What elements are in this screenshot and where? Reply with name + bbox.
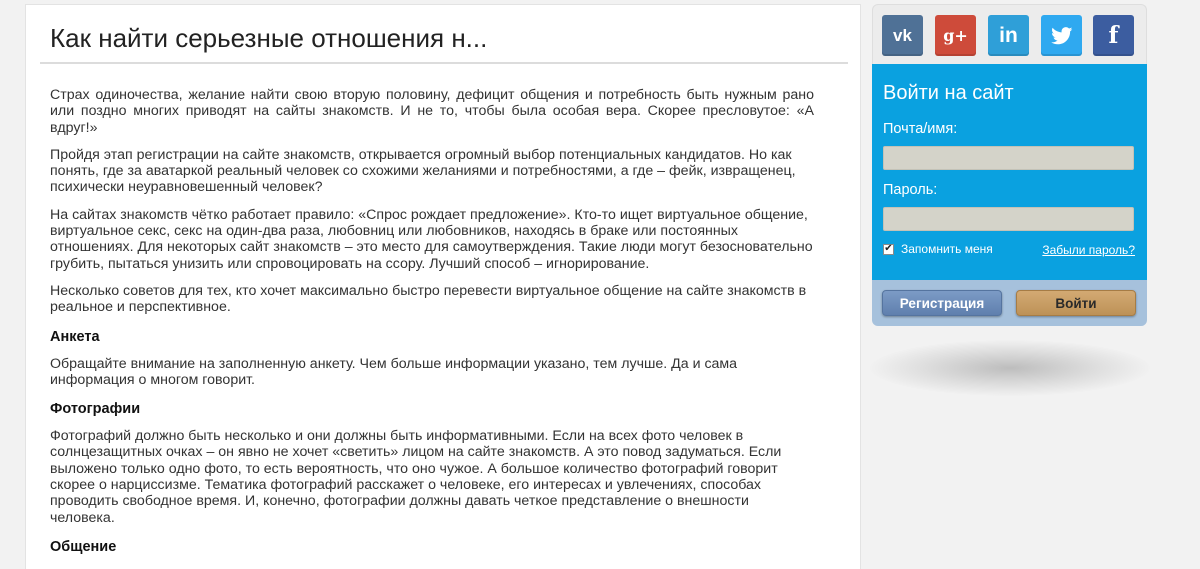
password-field[interactable] <box>883 207 1134 231</box>
section-heading-photos: Фотографии <box>50 401 141 418</box>
password-label: Пароль: <box>883 182 938 198</box>
linkedin-button[interactable] <box>988 15 1029 56</box>
title-divider <box>40 62 848 64</box>
forgot-password-link[interactable]: Забыли пароль? <box>1042 243 1135 257</box>
login-title: Войти на сайт <box>883 82 1014 104</box>
article-paragraph-2: Пройдя этап регистрации на сайте знакомств, открывается огромный выбор потенциальных кандидатов. Но как понять, где за аватаркой реальный человек со схожими желаниями и потребностями, а где – фейк, извращенец, психически неуравновешенный человек? <box>50 146 796 196</box>
linkedin-icon: in <box>999 23 1018 47</box>
sidebar <box>872 4 1147 326</box>
section-text-photos: Фотографий должно быть несколько и они должны быть информативными. Если на всех фото человек в солнцезащитных очках – он явно не хочет «светить» лицом на сайте знакомств. А это повод задуматься. Если выложено только одно фото, то есть вероятность, что оно чужое. А большое количество фотографий говорит скорее о нарциссизме. Тематика фотографий расскажет о человеке, его интересах и увлечениях, способах проводить свободное время. И, конечно, фотографии должны давать четкое представление о внешности человека. <box>50 428 782 526</box>
google-plus-icon: g+ <box>943 26 968 45</box>
social-share-bar <box>872 4 1147 64</box>
google-plus-button[interactable] <box>935 15 976 56</box>
remember-label: Запомнить меня <box>901 242 993 256</box>
login-buttons-bar <box>872 280 1147 326</box>
article-panel <box>25 4 861 569</box>
page-title: Как найти серьезные отношения н... <box>50 23 488 53</box>
article-paragraph-4: Несколько советов для тех, кто хочет максимально быстро перевести виртуальное общение на сайте знакомств в реальное и перспективное. <box>50 282 807 316</box>
twitter-button[interactable] <box>1041 15 1082 56</box>
facebook-icon: f <box>1108 22 1119 49</box>
article-body <box>50 87 814 569</box>
login-button[interactable]: Войти <box>1016 290 1136 316</box>
remember-checkbox[interactable]: ✔ <box>884 243 893 254</box>
email-field[interactable] <box>883 146 1134 170</box>
article-paragraph-3: На сайтах знакомств чётко работает правило: «Спрос рождает предложение». Кто-то ищет виртуальное общение, виртуальное секс, секс на один-два раза, любовниц или любовников, находясь в браке или постоянных отношениях. Для некоторых сайт знакомств – это место для самоутверждения. Такие люди могут безосновательно грубить, пытаться унизить или спровоцировать на ссору. Лучший способ – игнорирование. <box>50 206 813 272</box>
section-heading-anketa: Анкета <box>50 328 100 345</box>
facebook-button[interactable] <box>1093 15 1134 56</box>
vk-button[interactable] <box>882 15 923 56</box>
vk-icon: vk <box>893 25 912 45</box>
remember-me[interactable] <box>883 242 993 256</box>
login-form <box>872 64 1147 280</box>
twitter-bird-icon <box>1051 27 1073 45</box>
section-text-anketa: Обращайте внимание на заполненную анкету. Чем больше информации указано, тем лучше. Да и сама информация о многом говорит. <box>50 355 738 388</box>
register-button[interactable]: Регистрация <box>882 290 1002 316</box>
sidebar-shadow <box>870 340 1150 396</box>
article-paragraph-1: Страх одиночества, желание найти свою вторую половину, дефицит общения и потребность быть нужным рано или поздно многих приводят на сайты знакомств. И не то, чтобы была особая вера. Скорее пресловутое: «А вдруг!» <box>50 87 814 136</box>
email-label: Почта/имя: <box>883 121 958 137</box>
section-heading-communication: Общение <box>50 538 117 555</box>
